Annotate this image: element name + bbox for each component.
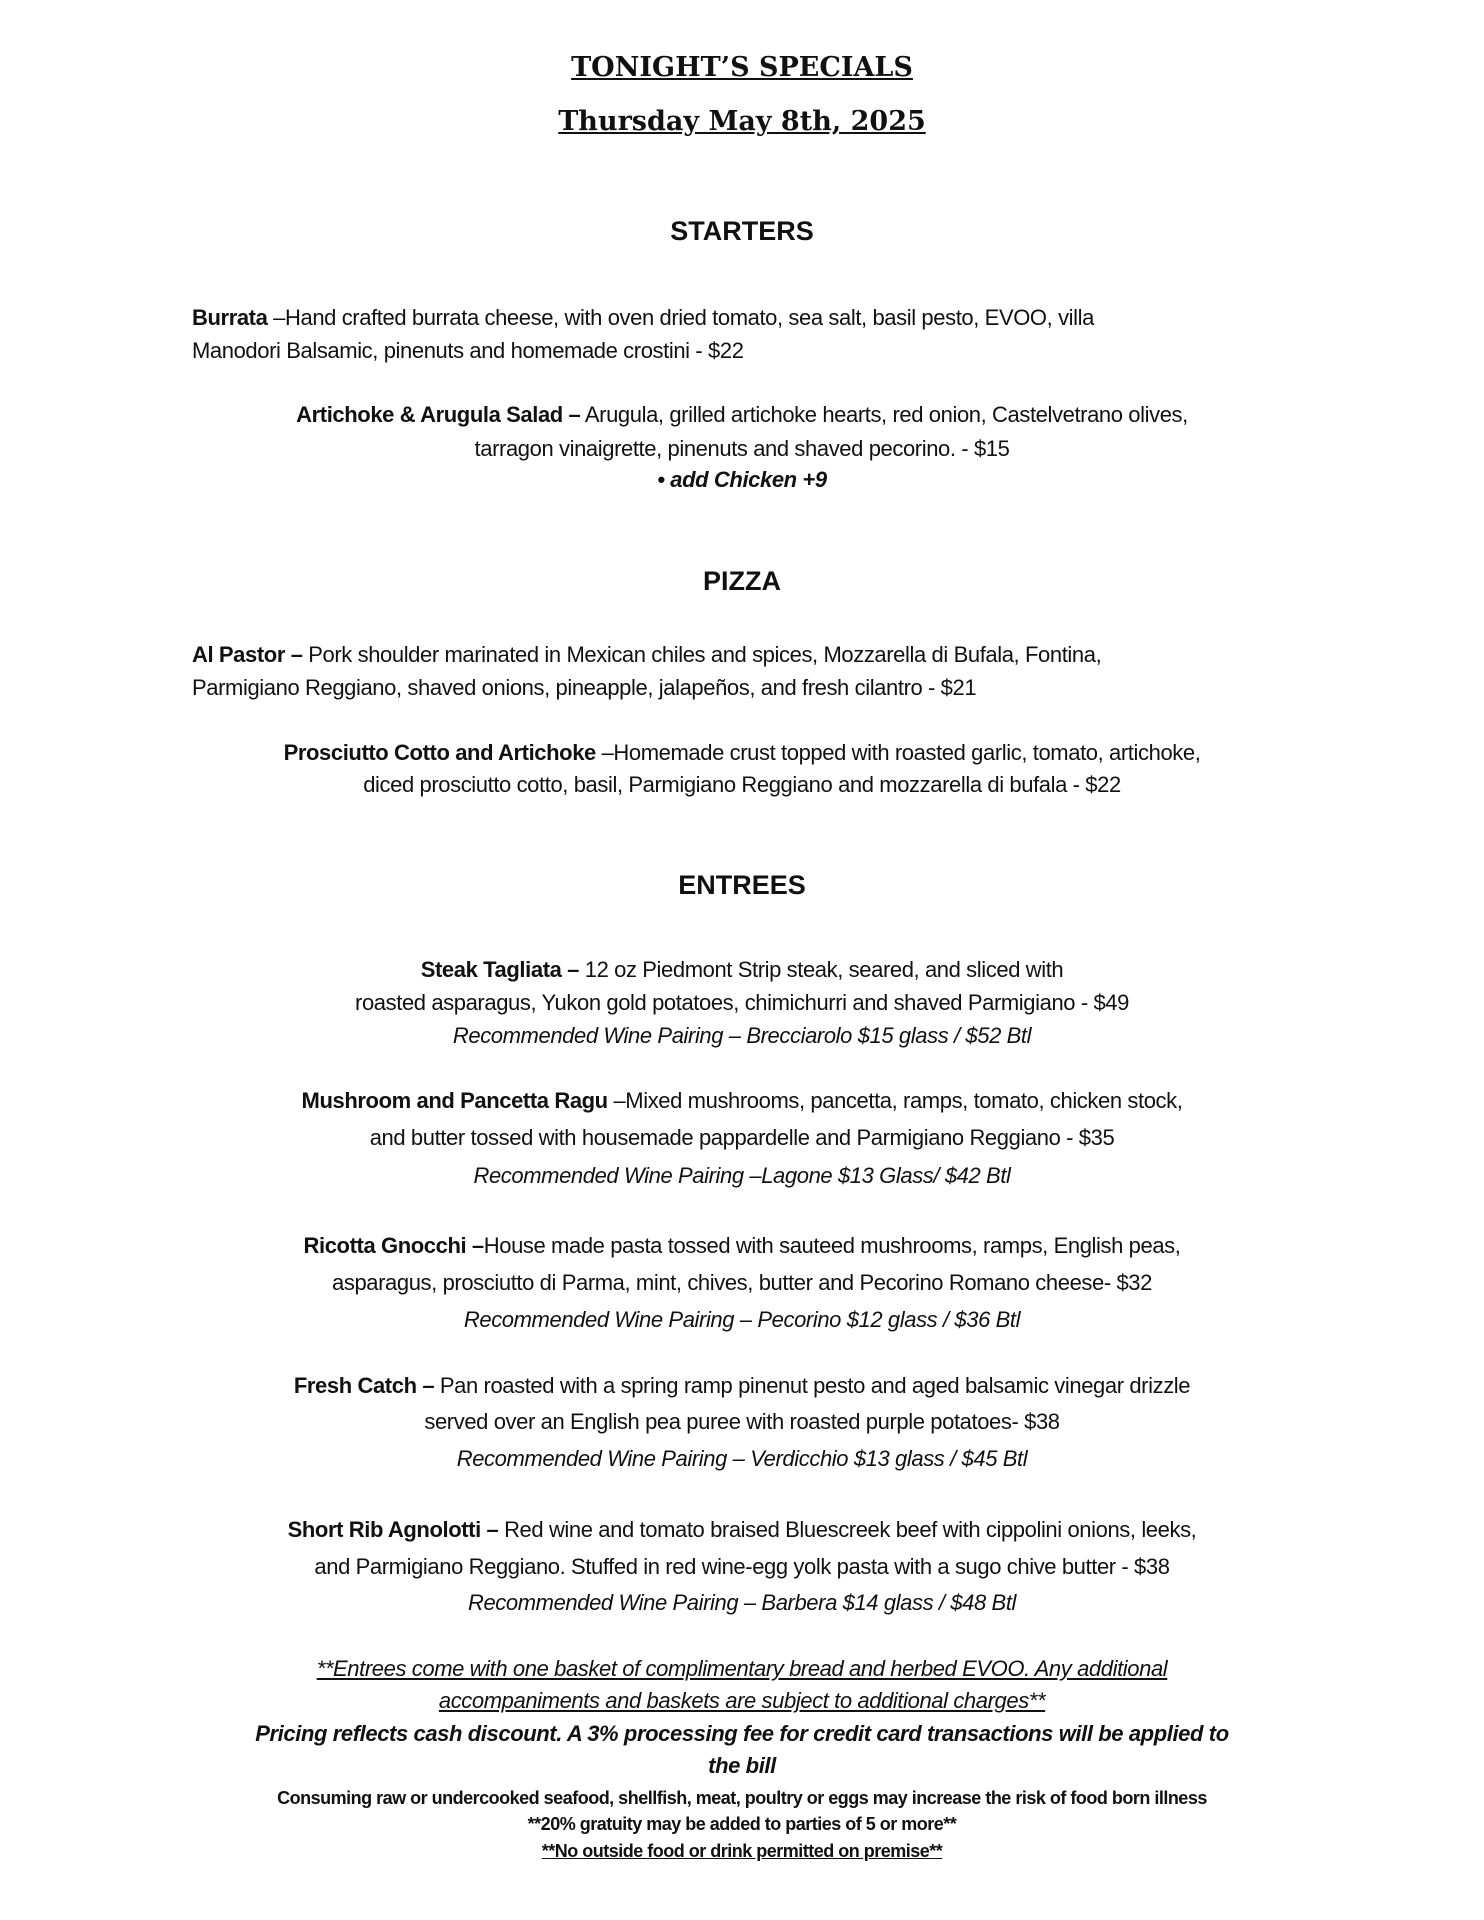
wine-pairing: Recommended Wine Pairing – Pecorino $12 glass / $36 Btl (463, 1307, 1021, 1332)
item-desc: served over an English pea puree with roasted purple potatoes- $38 (424, 1409, 1060, 1434)
outside-food-note: **No outside food or drink permitted on premise** (541, 1841, 943, 1861)
item-name: Burrata (192, 305, 268, 330)
item-agnolotti (0, 1516, 1484, 1544)
item-desc: House made pasta tossed with sauteed mushrooms, ramps, English peas, (483, 1233, 1181, 1258)
item-desc: –Mixed mushrooms, pancetta, ramps, tomato, chicken stock, (607, 1088, 1183, 1113)
item-desc: tarragon vinaigrette, pinenuts and shaved pecorino. - $15 (474, 436, 1010, 461)
item-name: Fresh Catch – (293, 1373, 435, 1398)
section-pizza: PIZZA (703, 566, 781, 596)
gratuity-note: **20% gratuity may be added to parties of 5 or more** (527, 1814, 957, 1834)
item-salad (0, 401, 1484, 429)
item-name: Prosciutto Cotto and Artichoke (283, 740, 596, 765)
wine-pairing: Recommended Wine Pairing – Brecciarolo $15 glass / $52 Btl (452, 1023, 1032, 1048)
item-name: Steak Tagliata – (420, 957, 580, 982)
item-desc: 12 oz Piedmont Strip steak, seared, and sliced with (579, 957, 1064, 982)
item-desc: Arugula, grilled artichoke hearts, red onion, Castelvetrano olives, (580, 402, 1188, 427)
wine-pairing: Recommended Wine Pairing –Lagone $13 Glass/ $42 Btl (473, 1163, 1011, 1188)
item-name: Ricotta Gnocchi – (303, 1233, 484, 1258)
item-name: Short Rib Agnolotti – (287, 1517, 499, 1542)
item-desc: Manodori Balsamic, pinenuts and homemade crostini - $22 (192, 338, 744, 363)
item-desc: Parmigiano Reggiano, shaved onions, pineapple, jalapeños, and fresh cilantro - $21 (192, 675, 977, 700)
item-al-pastor (192, 641, 1101, 669)
section-starters: STARTERS (670, 216, 814, 246)
raw-food-warning: Consuming raw or undercooked seafood, shellfish, meat, poultry or eggs may increase the risk of food born illness (277, 1788, 1207, 1808)
item-prosciutto (0, 739, 1484, 767)
item-desc: diced prosciutto cotto, basil, Parmigiano Reggiano and mozzarella di bufala - $22 (363, 772, 1121, 797)
item-desc: and Parmigiano Reggiano. Stuffed in red wine-egg yolk pasta with a sugo chive butter - $38 (314, 1554, 1170, 1579)
item-ragu (0, 1087, 1484, 1115)
menu-title: TONIGHT’S SPECIALS (571, 52, 913, 83)
item-name: Mushroom and Pancetta Ragu (301, 1088, 608, 1113)
item-gnocchi (0, 1232, 1484, 1260)
bread-note: accompaniments and baskets are subject to additional charges** (438, 1688, 1046, 1713)
item-name: Artichoke & Arugula Salad – (296, 402, 581, 427)
item-desc: Pork shoulder marinated in Mexican chiles and spices, Mozzarella di Bufala, Fontina, (302, 642, 1102, 667)
wine-pairing: Recommended Wine Pairing – Verdicchio $13 glass / $45 Btl (456, 1446, 1028, 1471)
pricing-note: the bill (708, 1753, 776, 1778)
item-desc: Red wine and tomato braised Bluescreek beef with cippolini onions, leeks, (498, 1517, 1197, 1542)
item-desc: roasted asparagus, Yukon gold potatoes, chimichurri and shaved Parmigiano - $49 (355, 990, 1129, 1015)
item-desc: and butter tossed with housemade pappardelle and Parmigiano Reggiano - $35 (369, 1125, 1115, 1150)
menu-date: Thursday May 8th, 2025 (558, 106, 926, 137)
item-desc: Pan roasted with a spring ramp pinenut pesto and aged balsamic vinegar drizzle (434, 1373, 1191, 1398)
item-addon: • add Chicken +9 (657, 467, 827, 492)
item-desc: –Homemade crust topped with roasted garlic, tomato, artichoke, (595, 740, 1201, 765)
item-steak (0, 956, 1484, 984)
pricing-note: Pricing reflects cash discount. A 3% processing fee for credit card transactions will be applied to (255, 1721, 1229, 1746)
item-burrata (192, 304, 1094, 332)
item-fresh-catch (0, 1372, 1484, 1400)
bread-note: **Entrees come with one basket of complimentary bread and herbed EVOO. Any additional (316, 1656, 1168, 1681)
wine-pairing: Recommended Wine Pairing – Barbera $14 glass / $48 Btl (467, 1590, 1017, 1615)
item-desc: –Hand crafted burrata cheese, with oven dried tomato, sea salt, basil pesto, EVOO, villa (267, 305, 1094, 330)
item-name: Al Pastor – (192, 642, 303, 667)
item-desc: asparagus, prosciutto di Parma, mint, chives, butter and Pecorino Romano cheese- $32 (332, 1270, 1152, 1295)
section-entrees: ENTREES (678, 870, 806, 900)
